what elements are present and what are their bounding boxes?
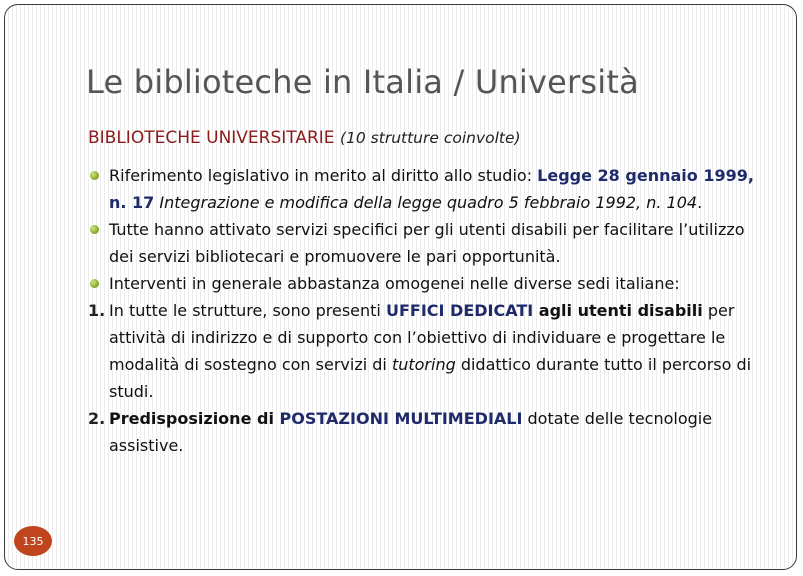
- highlight-workstations: POSTAZIONI MULTIMEDIALI: [279, 409, 523, 428]
- numbered-text-end: didattico durante tutto il percorso di studi.: [109, 355, 752, 401]
- bullet-item-legislation: [88, 162, 760, 216]
- numbered-text-end: dotate delle tecnologie assistive.: [109, 409, 713, 455]
- bold-text: Predisposizione di: [109, 409, 280, 428]
- bullet-text: Interventi in generale abbastanza omogenei nelle diverse sedi italiane:: [109, 274, 680, 293]
- law-title: Integrazione e modifica della legge quadro 5 febbraio 1992, n. 104: [159, 193, 698, 212]
- list-number: 1.: [88, 301, 106, 320]
- bullet-item-interventions: [88, 270, 760, 297]
- slide-body: [88, 162, 760, 459]
- numbered-item-2: [88, 405, 760, 459]
- bullet-text-end: .: [697, 193, 703, 212]
- bullet-icon: [90, 279, 99, 288]
- subheading-label: BIBLIOTECHE UNIVERSITARIE: [88, 128, 335, 148]
- bold-text: agli utenti disabili: [533, 301, 703, 320]
- list-number: 2.: [88, 409, 106, 428]
- numbered-item-1: [88, 297, 760, 405]
- bullet-item-services: [88, 216, 760, 270]
- bullet-text: Tutte hanno attivato servizi specifici per gli utenti disabili per facilitare l’utilizzo dei servizi bibliotecari e promuovere le pari opportunità.: [109, 220, 745, 266]
- law-reference: Legge 28 gennaio 1999, n. 17: [109, 166, 754, 212]
- italic-term: tutoring: [391, 355, 456, 374]
- numbered-text: In tutte le strutture, sono presenti: [109, 301, 386, 320]
- bullet-text: Riferimento legislativo in merito al diritto allo studio:: [109, 166, 538, 185]
- highlight-offices: UFFICI DEDICATI: [385, 301, 534, 320]
- bullet-icon: [90, 171, 99, 180]
- bullet-icon: [90, 225, 99, 234]
- section-subheading: [88, 128, 521, 148]
- numbered-text-rest: per attività di indirizzo e di supporto con l’obiettivo di individuare e progettare le modalità di sostegno con servizi di: [109, 301, 735, 374]
- page-number-badge: 135: [14, 526, 52, 556]
- subheading-note: (10 strutture coinvolte): [339, 129, 521, 147]
- slide-title: Le biblioteche in Italia / Università: [86, 63, 639, 101]
